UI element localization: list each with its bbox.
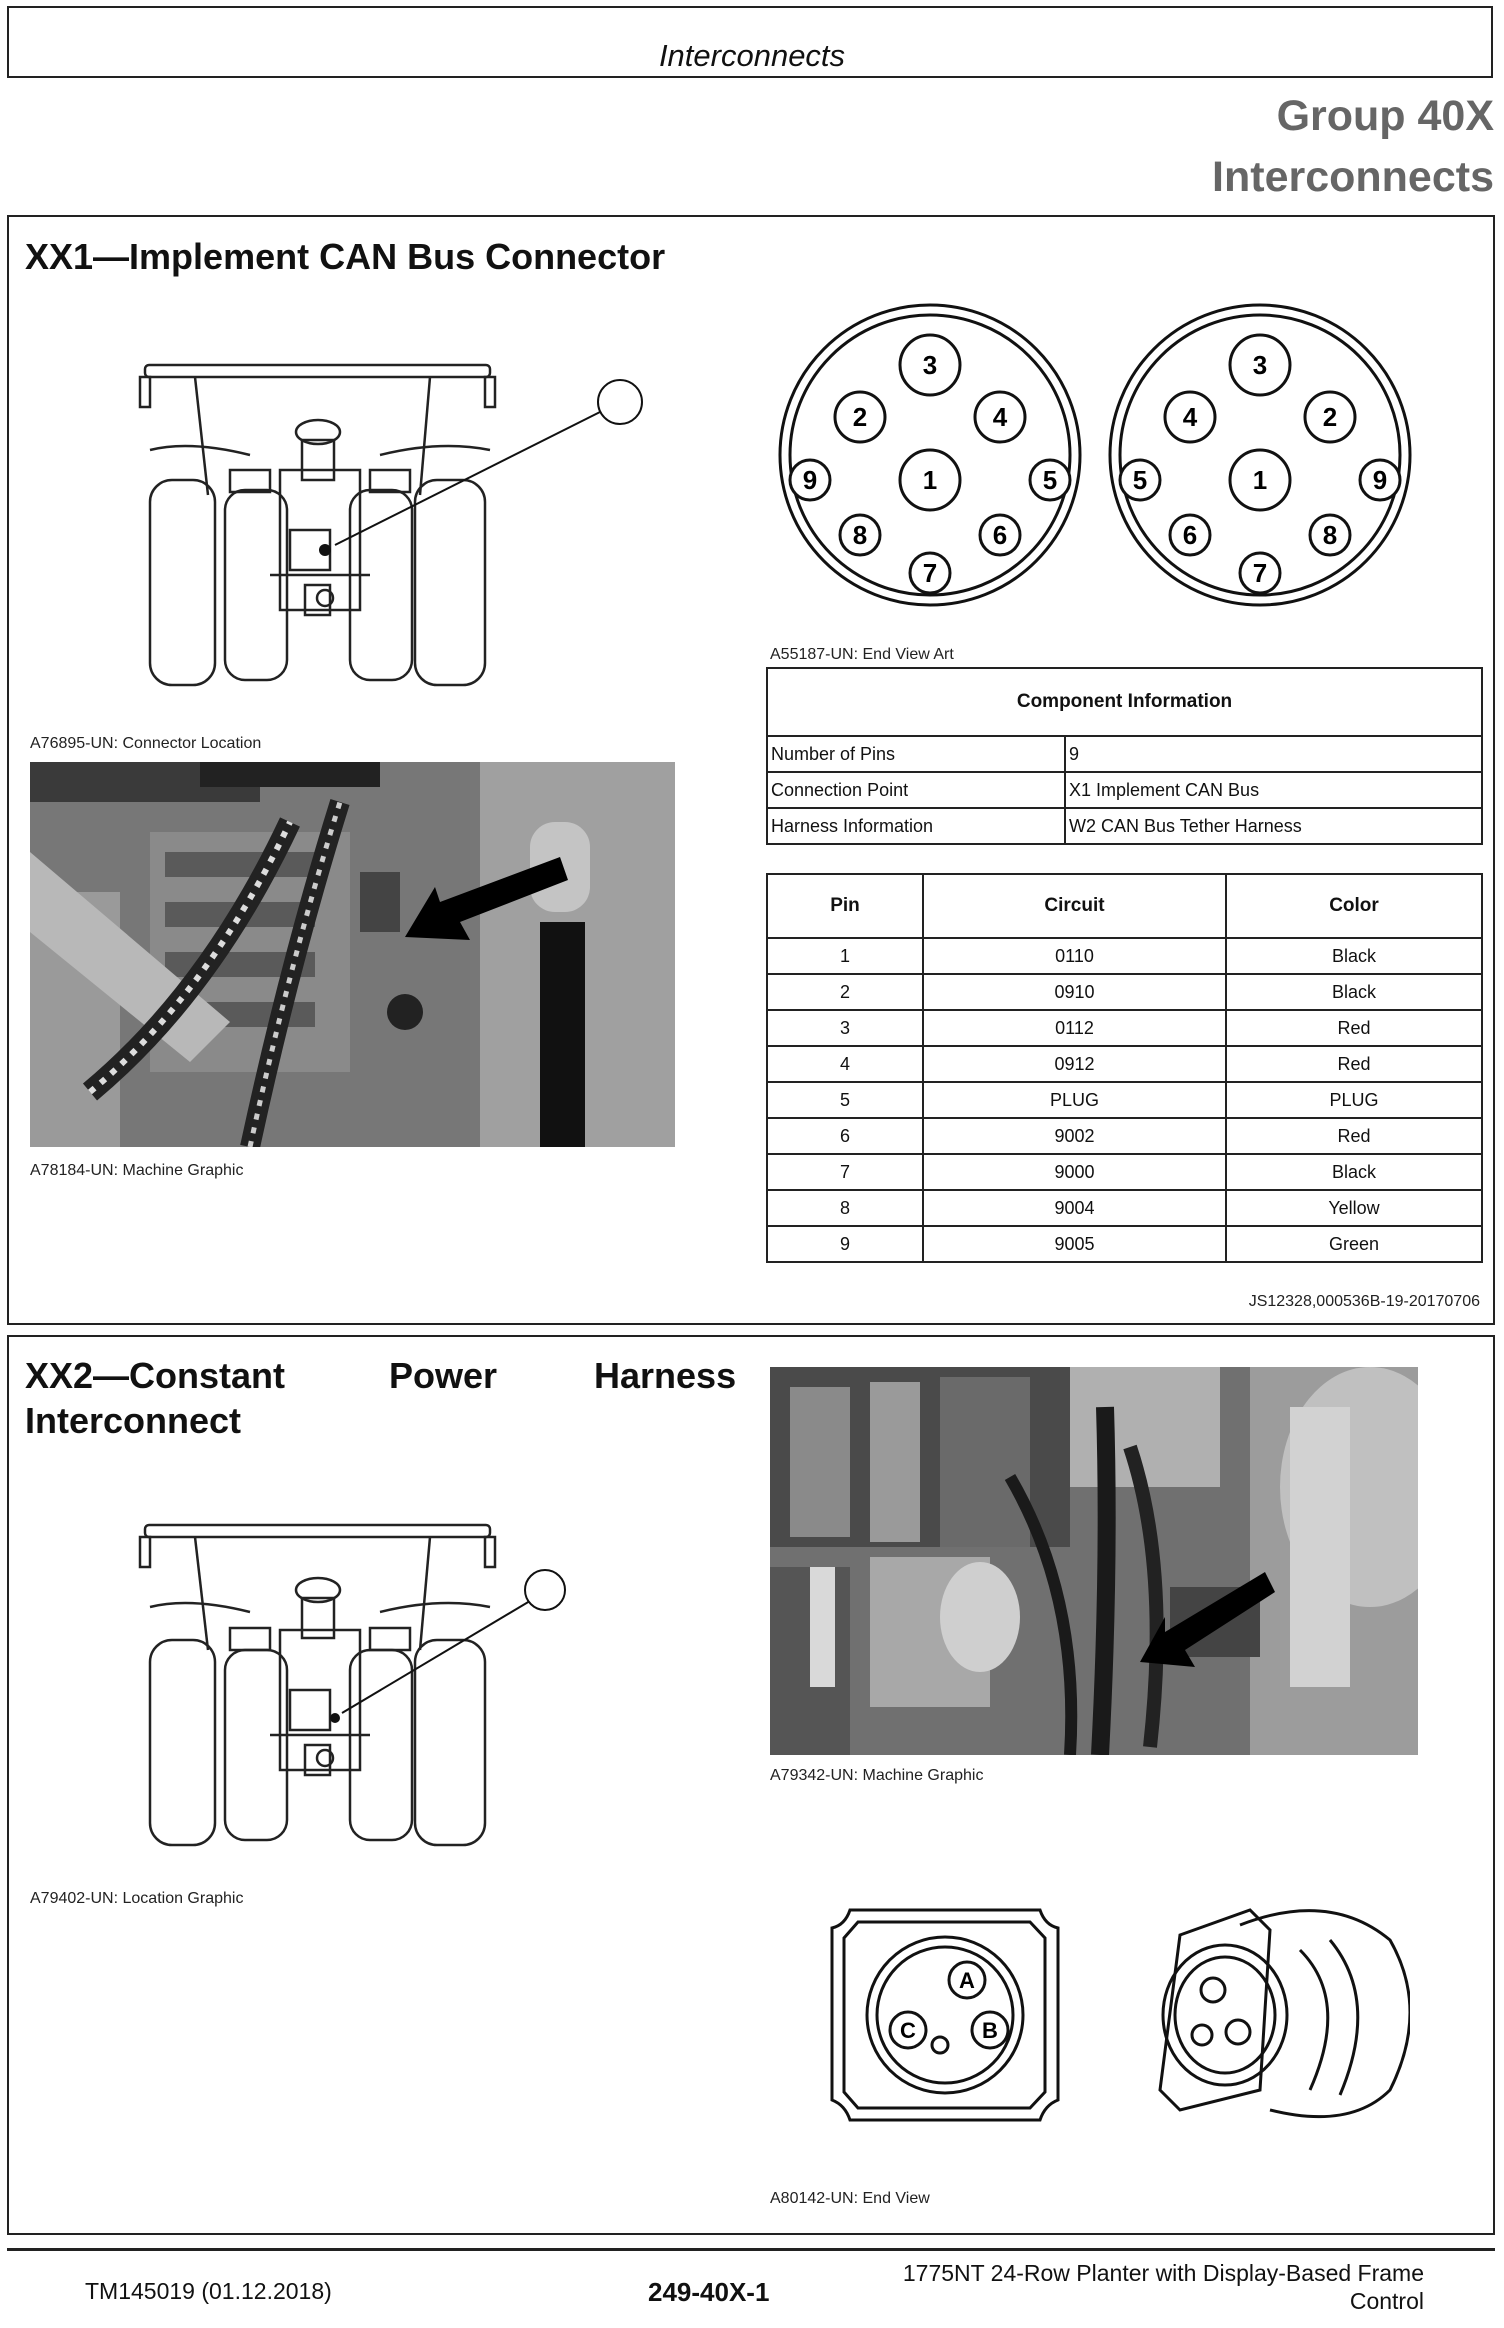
section1-title: XX1—Implement CAN Bus Connector bbox=[25, 236, 666, 277]
pin-table bbox=[766, 873, 1483, 1263]
component-info-header: Component Information bbox=[767, 668, 1482, 736]
pin-table-row bbox=[767, 938, 1482, 974]
color-cell: Yellow bbox=[1226, 1190, 1482, 1226]
pin-number-cell: 3 bbox=[767, 1010, 923, 1046]
header-title: Interconnects bbox=[658, 38, 846, 73]
connector-pin-label: 1 bbox=[922, 465, 938, 495]
color-cell: Black bbox=[1226, 938, 1482, 974]
section2-title-word3: Harness bbox=[594, 1355, 737, 1396]
connector-pin-label: 7 bbox=[1252, 558, 1268, 588]
end-view-3pin-caption: A80142-UN: End View bbox=[770, 2190, 930, 2207]
component-info-value: 9 bbox=[1065, 736, 1482, 772]
color-cell: PLUG bbox=[1226, 1082, 1482, 1118]
connector-pin-label: 9 bbox=[1372, 465, 1388, 495]
group-subtitle: Interconnects bbox=[1212, 153, 1494, 201]
pin-table-row bbox=[767, 1190, 1482, 1226]
pin-table-row bbox=[767, 1082, 1482, 1118]
pin-table-row bbox=[767, 974, 1482, 1010]
pin-table-row bbox=[767, 1046, 1482, 1082]
connector-location-caption: A76895-UN: Connector Location bbox=[30, 735, 262, 752]
location-graphic bbox=[130, 1515, 590, 1855]
circuit-cell: 9005 bbox=[923, 1226, 1226, 1262]
pin-number-cell: 7 bbox=[767, 1154, 923, 1190]
pin-number-cell: 6 bbox=[767, 1118, 923, 1154]
circuit-cell: 0910 bbox=[923, 974, 1226, 1010]
connector-pin-label: 5 bbox=[1132, 465, 1148, 495]
circuit-cell: 0112 bbox=[923, 1010, 1226, 1046]
pin-table-header: Pin bbox=[767, 874, 923, 938]
footer-doc-number: TM145019 (01.12.2018) bbox=[85, 2278, 332, 2304]
machine-graphic-photo-2 bbox=[770, 1367, 1418, 1755]
end-view-caption: A55187-UN: End View Art bbox=[770, 646, 954, 663]
circuit-cell: 9004 bbox=[923, 1190, 1226, 1226]
color-cell: Green bbox=[1226, 1226, 1482, 1262]
connector-pin-label: 8 bbox=[852, 520, 868, 550]
pin-table-row bbox=[767, 1226, 1482, 1262]
color-cell: Black bbox=[1226, 974, 1482, 1010]
pin-table-row bbox=[767, 1010, 1482, 1046]
footer-rule bbox=[7, 2248, 1495, 2251]
connector-pin-label: 9 bbox=[802, 465, 818, 495]
component-info-table bbox=[766, 667, 1483, 845]
connector-location-graphic bbox=[130, 360, 650, 695]
end-view-9pin-graphic bbox=[775, 275, 1475, 640]
pin-number-cell: 5 bbox=[767, 1082, 923, 1118]
pin-number-cell: 9 bbox=[767, 1226, 923, 1262]
connector-pin-label: 8 bbox=[1322, 520, 1338, 550]
machine-graphic-caption: A78184-UN: Machine Graphic bbox=[30, 1162, 244, 1179]
pin-label-b: B bbox=[982, 2018, 998, 2043]
component-info-value: W2 CAN Bus Tether Harness bbox=[1065, 808, 1482, 844]
machine-graphic-caption-2: A79342-UN: Machine Graphic bbox=[770, 1767, 984, 1784]
footer-page-number: 249-40X-1 bbox=[648, 2277, 770, 2307]
connector-pin-label: 7 bbox=[922, 558, 938, 588]
group-title: Group 40X bbox=[1276, 92, 1494, 140]
component-info-value: X1 Implement CAN Bus bbox=[1065, 772, 1482, 808]
section2-title-word2: Power bbox=[389, 1355, 498, 1396]
circuit-cell: 0110 bbox=[923, 938, 1226, 974]
connector-pin-label: 5 bbox=[1042, 465, 1058, 495]
pin-number-cell: 2 bbox=[767, 974, 923, 1010]
color-cell: Red bbox=[1226, 1046, 1482, 1082]
circuit-cell: 0912 bbox=[923, 1046, 1226, 1082]
pin-table-header: Color bbox=[1226, 874, 1482, 938]
component-info-label: Connection Point bbox=[767, 772, 1065, 808]
circuit-cell: PLUG bbox=[923, 1082, 1226, 1118]
color-cell: Red bbox=[1226, 1010, 1482, 1046]
connector-pin-label: 2 bbox=[852, 402, 868, 432]
connector-pin-label: 4 bbox=[992, 402, 1008, 432]
connector-pin-label: 2 bbox=[1322, 402, 1338, 432]
location-graphic-caption: A79402-UN: Location Graphic bbox=[30, 1890, 244, 1907]
end-view-3pin-graphic bbox=[830, 1900, 1410, 2130]
pin-table-header: Circuit bbox=[923, 874, 1226, 938]
connector-pin-label: 6 bbox=[992, 520, 1008, 550]
footer-title-line1: 1775NT 24-Row Planter with Display-Based Frame bbox=[902, 2260, 1424, 2286]
circuit-cell: 9000 bbox=[923, 1154, 1226, 1190]
connector-pin-label: 3 bbox=[1252, 350, 1268, 380]
component-info-label: Harness Information bbox=[767, 808, 1065, 844]
footer-title-line2: Control bbox=[1349, 2288, 1424, 2314]
circuit-cell: 9002 bbox=[923, 1118, 1226, 1154]
connector-pin-label: 3 bbox=[922, 350, 938, 380]
pin-number-cell: 8 bbox=[767, 1190, 923, 1226]
connector-pin-label: 4 bbox=[1182, 402, 1198, 432]
pin-label-a: A bbox=[959, 1968, 975, 1993]
component-info-label: Number of Pins bbox=[767, 736, 1065, 772]
color-cell: Black bbox=[1226, 1154, 1482, 1190]
connector-pin-label: 6 bbox=[1182, 520, 1198, 550]
pin-label-c: C bbox=[900, 2018, 916, 2043]
section2-title-line2: Interconnect bbox=[25, 1400, 242, 1441]
pin-number-cell: 1 bbox=[767, 938, 923, 974]
pin-table-row bbox=[767, 1154, 1482, 1190]
doc-id: JS12328,000536B-19-20170706 bbox=[1248, 1293, 1480, 1310]
pin-number-cell: 4 bbox=[767, 1046, 923, 1082]
connector-pin-label: 1 bbox=[1252, 465, 1268, 495]
machine-graphic-photo bbox=[30, 762, 675, 1147]
section2-title-word1: XX2—Constant bbox=[25, 1355, 286, 1396]
color-cell: Red bbox=[1226, 1118, 1482, 1154]
pin-table-row bbox=[767, 1118, 1482, 1154]
